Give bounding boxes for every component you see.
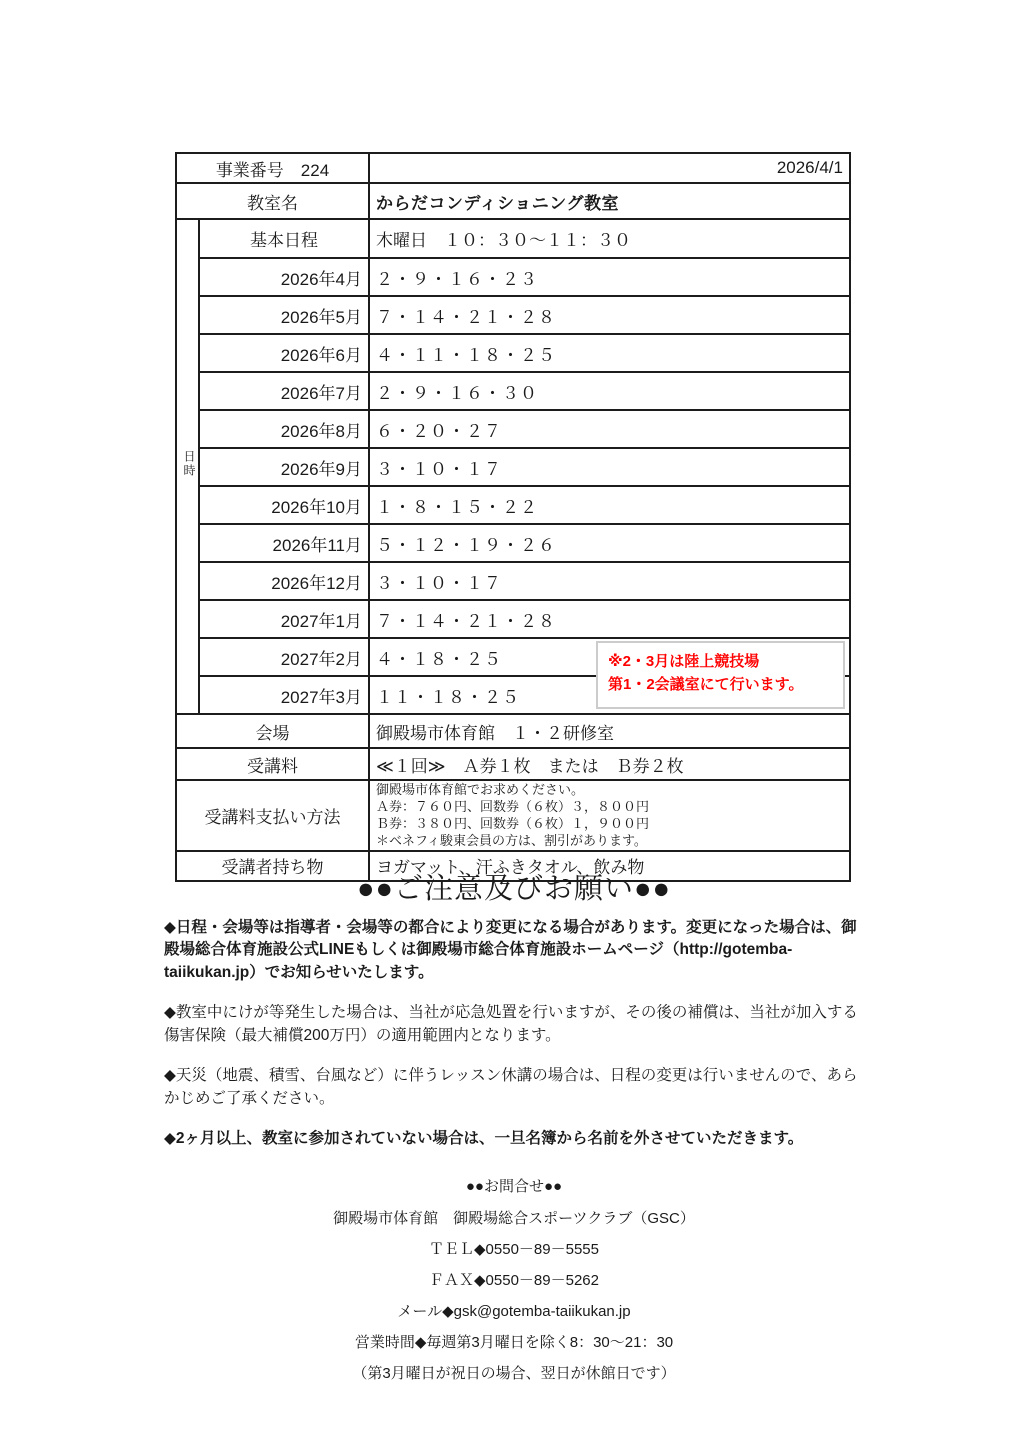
schedule-row [176, 524, 850, 562]
month-dates: ３・１０・１７ [369, 562, 850, 600]
month-dates: ５・１２・１９・２６ [369, 524, 850, 562]
schedule-row [176, 296, 850, 334]
month-dates: ２・９・１６・２３ [369, 258, 850, 296]
venue-row [176, 714, 850, 748]
month-dates: ４・１１・１８・２５ [369, 334, 850, 372]
month-label: 2027年2月 [199, 638, 369, 676]
payment-line: Ｂ券：３８０円、回数券（６枚）１，９００円 [376, 816, 650, 832]
contact-tel: ＴＥＬ◆0550－89－5555 [429, 1240, 599, 1258]
business-number-row [176, 153, 850, 183]
month-dates: １１・１８・２５ [369, 676, 850, 714]
class-schedule-table [175, 152, 851, 882]
fee-label: 受講料 [176, 748, 369, 780]
schedule-row [176, 334, 850, 372]
month-label: 2026年12月 [199, 562, 369, 600]
payment-row [176, 780, 850, 851]
fee-value: ≪１回≫ Ａ券１枚 または Ｂ券２枚 [369, 748, 850, 780]
month-dates: ７・１４・２１・２８ [369, 296, 850, 334]
venue-label: 会場 [176, 714, 369, 748]
payment-line: Ａ券：７６０円、回数券（６枚）３，８００円 [376, 799, 650, 815]
contact-organization: 御殿場市体育館 御殿場総合スポーツクラブ（GSC） [333, 1209, 695, 1227]
contact-fax: ＦＡＸ◆0550－89－5262 [429, 1271, 599, 1289]
venue-value: 御殿場市体育館 １・２研修室 [369, 714, 850, 748]
contact-closed-note: （第3月曜日が祝日の場合、翌日が休館日です） [352, 1364, 676, 1382]
belongings-label: 受講者持ち物 [176, 851, 369, 881]
month-dates: ７・１４・２１・２８ [369, 600, 850, 638]
schedule-row [176, 258, 850, 296]
payment-line: ＊ベネフィ駿東会員の方は、割引があります。 [376, 833, 647, 849]
venue-change-note-line1: ※2・3月は陸上競技場 [608, 653, 760, 670]
notice-item: ◆2ヶ月以上、教室に参加されていない場合は、一旦名簿から名前を外させていただきます。 [164, 1130, 804, 1148]
month-label: 2026年10月 [199, 486, 369, 524]
payment-details [369, 780, 850, 851]
notice-heading: ●●ご注意及びお願い●● [356, 873, 672, 905]
class-name-label: 教室名 [176, 183, 369, 219]
notice-section [164, 866, 864, 1396]
month-dates: ４・１８・２５ [369, 638, 850, 676]
contact-heading: ●●お問合せ●● [465, 1177, 563, 1195]
notice-item: ◆教室中にけが等発生した場合は、当社が応急処置を行いますが、その後の補償は、当社が加入する傷害保険（最大補償200万円）の適用範囲内となります。 [164, 1004, 858, 1044]
schedule-row [176, 486, 850, 524]
basic-schedule-value: 木曜日 １０：３０～１１：３０ [369, 219, 850, 258]
basic-schedule-label: 基本日程 [199, 219, 369, 258]
month-label: 2026年9月 [199, 448, 369, 486]
month-label: 2027年3月 [199, 676, 369, 714]
datetime-span-cell [176, 219, 199, 714]
basic-schedule-row [176, 219, 850, 258]
month-label: 2026年8月 [199, 410, 369, 448]
month-dates: １・８・１５・２２ [369, 486, 850, 524]
belongings-value: ヨガマット、汗ふきタオル、飲み物 [369, 851, 850, 881]
schedule-row [176, 372, 850, 410]
month-dates: ６・２０・２７ [369, 410, 850, 448]
schedule-row [176, 600, 850, 638]
payment-label: 受講料支払い方法 [176, 780, 369, 851]
month-dates: ２・９・１６・３０ [369, 372, 850, 410]
venue-change-note [596, 641, 845, 709]
class-name-value: からだコンディショニング教室 [369, 183, 850, 219]
contact-hours: 営業時間◆毎週第3月曜日を除く8：30～21：30 [354, 1333, 674, 1351]
month-label: 2026年11月 [199, 524, 369, 562]
notice-item: ◆日程・会場等は指導者・会場等の都合により変更になる場合があります。変更になった場合は、御殿場総合体育施設公式LINEもしくは御殿場市総合体育施設ホームページ（http://gotemba-taiikukan.jp）でお知らせいたします。 [164, 919, 857, 981]
datetime-label: 日時 [182, 450, 196, 478]
venue-change-note-line2: 第1・2会議室にて行います。 [608, 676, 804, 694]
month-label: 2026年4月 [199, 258, 369, 296]
month-dates: ３・１０・１７ [369, 448, 850, 486]
schedule-row [176, 410, 850, 448]
notice-item: ◆天災（地震、積雪、台風など）に伴うレッスン休講の場合は、日程の変更は行いませんので、あらかじめご了承ください。 [164, 1067, 858, 1107]
schedule-row [176, 448, 850, 486]
month-label: 2026年5月 [199, 296, 369, 334]
business-number-label: 事業番号 224 [176, 153, 369, 183]
fee-row [176, 748, 850, 780]
month-label: 2026年7月 [199, 372, 369, 410]
class-name-row [176, 183, 850, 219]
issue-date: 2026/4/1 [369, 153, 850, 183]
month-label: 2027年1月 [199, 600, 369, 638]
payment-line: 御殿場市体育館でお求めください。 [376, 782, 585, 797]
month-label: 2026年6月 [199, 334, 369, 372]
contact-section [164, 1175, 864, 1383]
contact-email: メール◆gsk@gotemba-taiikukan.jp [397, 1302, 631, 1320]
schedule-row [176, 562, 850, 600]
